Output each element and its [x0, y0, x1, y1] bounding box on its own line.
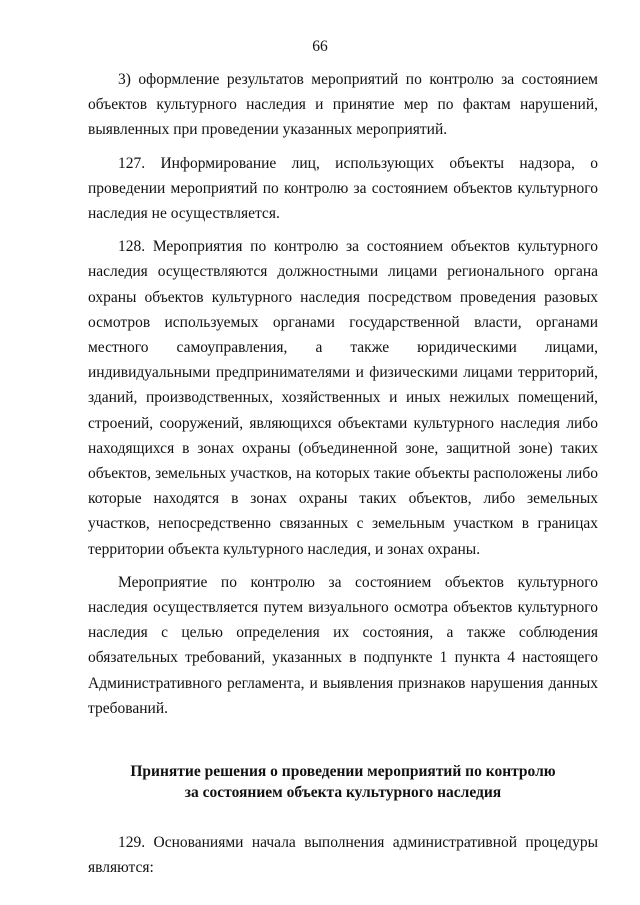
section-heading-line-1: Принятие решения о проведении мероприятий по контролю — [130, 763, 556, 781]
paragraph-129: 129. Основаниями начала выполнения административной процедуры являются: — [88, 834, 598, 877]
section-heading-line-2: за состоянием объекта культурного наследия — [184, 784, 502, 802]
section-heading — [88, 761, 598, 803]
paragraph-128: 128. Мероприятия по контролю за состоянием объектов культурного наследия осуществляются должностными лицами регионального органа охраны объектов культурного наследия посредством проведения разовых осмотров используемых органами государственной власти, органами местного самоуправления, а также юридическими лицами, индивидуальными предпринимателями и физическими лицами территорий, зданий, производственных, хозяйственных и иных нежилых помещений, строений, сооружений, являющихся объектами культурного наследия либо находящихся в зонах охраны (объединенной зоне, защитной зоне) таких объектов, земельных участков, на которых такие объекты расположены либо которые находятся в зонах охраны таких объектов, либо земельных участков, непосредственно связанных с земельным участком в границах территории объекта культурного наследия, и зонах охраны. — [88, 238, 598, 558]
document-body — [88, 67, 598, 880]
paragraph-127: 127. Информирование лиц, использующих объекты надзора, о проведении мероприятий по контролю за состоянием объектов культурного наследия не осуществляется. — [88, 154, 598, 223]
paragraph-item-3: 3) оформление результатов мероприятий по контролю за состоянием объектов культурного наследия и принятие мер по фактам нарушений, выявленных при проведении указанных мероприятий. — [88, 71, 598, 139]
paragraph-128-continued: Мероприятие по контролю за состоянием объектов культурного наследия осуществляется путем визуального осмотра объектов культурного наследия с целью определения их состояния, а также соблюдения обязательных требований, указанных в подпункте 1 пункта 4 настоящего Административного регламента, и выявления признаков нарушения данных требований. — [88, 573, 598, 717]
page-number: 66 — [312, 38, 328, 55]
